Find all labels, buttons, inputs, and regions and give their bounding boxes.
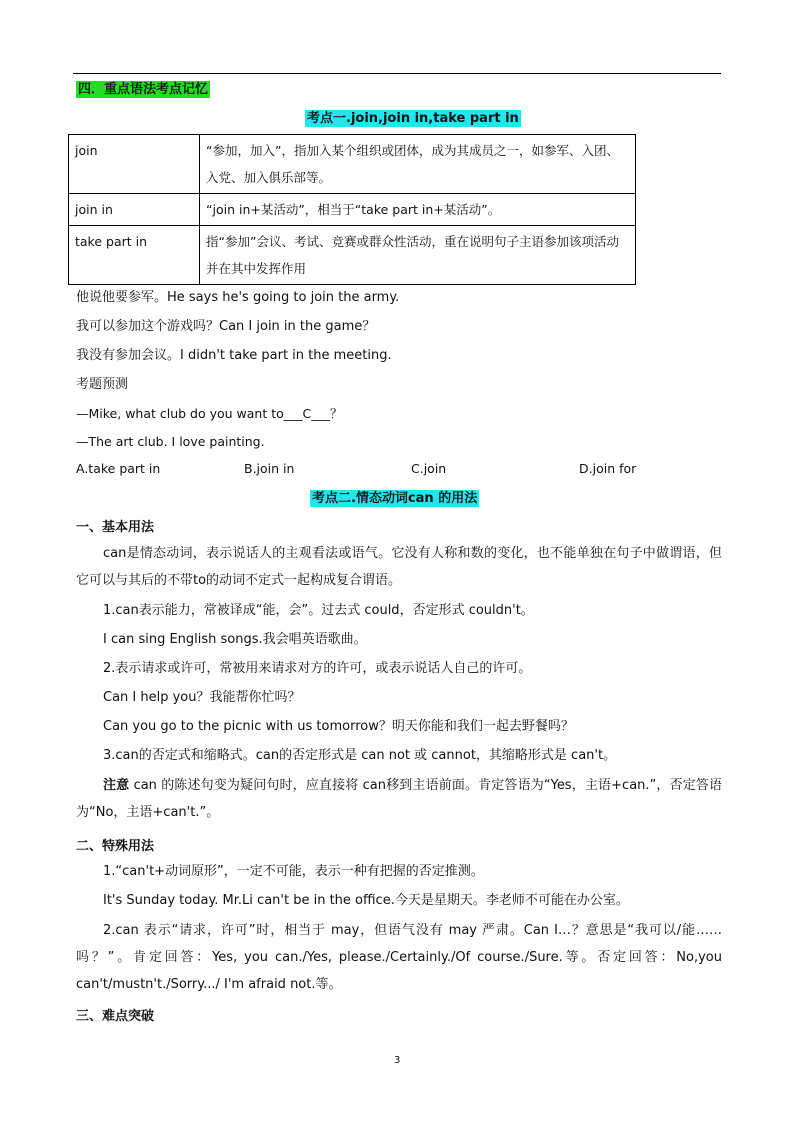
special-2-paragraph: 2.can 表示“请求，许可”时，相当于 may，但语气没有 may 严肃。Can I…？意思是“我可以/能……吗？”。肯定回答：Yes, you can./Yes, please./Certainly./Of course./Sure.等。否定回答：No,you can't/mustn't./Sorry.../ I'm afraid not.等。 xyxy=(76,923,722,992)
note-label: 注意 xyxy=(103,778,130,793)
option-d: D.join for xyxy=(579,461,637,476)
note-text: can 的陈述句变为疑问句时，应直接将 can移到主语前面。肯定答语为“Yes，主语+can.”，否定答语为“No，主语+can't.”。 xyxy=(76,778,722,820)
heading-basic-usage: 一、基本用法 xyxy=(76,520,155,535)
point2-title xyxy=(310,487,479,506)
point2-title-prefix: 考点二.情态动词 xyxy=(312,491,408,506)
table-desc: “join in+某活动”，相当于“take part in+某活动”。 xyxy=(200,194,636,226)
section-title-text: 四．重点语法考点记忆 xyxy=(78,82,209,97)
point1-title-text: 考点一.join,join in,take part in xyxy=(307,111,519,126)
quiz-answer: —The art club. I love painting. xyxy=(76,434,265,449)
special-1-example: It's Sunday today. Mr.Li can't be in the office.今天是星期天。李老师不可能在办公室。 xyxy=(103,893,629,908)
point2-title-text xyxy=(310,490,479,507)
quiz-label: 考题预测 xyxy=(76,377,129,392)
point2-title-suffix: 的用法 xyxy=(438,491,478,506)
intro-paragraph: can是情态动词，表示说话人的主观看法或语气。它没有人称和数的变化，也不能单独在句子中做谓语，但它可以与其后的不带to的动词不定式一起构成复合谓语。 xyxy=(76,546,722,588)
table-row xyxy=(69,194,636,226)
usage-1: 1.can表示能力，常被译成“能，会”。过去式 could，否定形式 couldn't。 xyxy=(103,603,534,618)
option-a: A.take part in xyxy=(76,461,161,476)
example-2: 我可以参加这个游戏吗？Can I join in the game？ xyxy=(76,319,376,334)
header-rule xyxy=(73,73,721,74)
heading-difficulties: 三、难点突破 xyxy=(76,1009,155,1024)
table-row xyxy=(69,135,636,194)
usage-1-example: I can sing English songs.我会唱英语歌曲。 xyxy=(103,632,367,647)
point1-title xyxy=(305,107,521,126)
point2-title-word: can xyxy=(407,491,434,506)
quiz-question: —Mike, what club do you want to___C___？ xyxy=(76,406,343,421)
heading-special-usage: 二、特殊用法 xyxy=(76,839,155,854)
table-row xyxy=(69,226,636,285)
option-b: B.join in xyxy=(244,461,295,476)
option-c: C.join xyxy=(411,461,447,476)
usage-2-example-2: Can you go to the picnic with us tomorrow？明天你能和我们一起去野餐吗？ xyxy=(103,719,574,734)
example-1: 他说他要参军。He says he's going to join the army. xyxy=(76,290,400,305)
comparison-table xyxy=(68,134,636,285)
table-term: join xyxy=(69,135,200,194)
section-title xyxy=(76,78,210,97)
usage-2-example-1: Can I help you？我能帮你忙吗？ xyxy=(103,690,301,705)
usage-3: 3.can的否定式和缩略式。can的否定形式是 can not 或 cannot，其缩略形式是 can't。 xyxy=(103,748,617,763)
usage-2: 2.表示请求或许可，常被用来请求对方的许可，或表示说话人自己的许可。 xyxy=(103,661,532,676)
table-term: join in xyxy=(69,194,200,226)
page-number: 3 xyxy=(394,1055,401,1066)
table-term: take part in xyxy=(69,226,200,285)
example-3: 我没有参加会议。I didn't take part in the meeting. xyxy=(76,348,392,363)
table-desc: “参加，加入”，指加入某个组织或团体，成为其成员之一，如参军、入团、入党、加入俱乐部等。 xyxy=(200,135,636,194)
table-desc: 指“参加”会议、考试、竞赛或群众性活动，重在说明句子主语参加该项活动并在其中发挥作用 xyxy=(200,226,636,285)
note-paragraph xyxy=(76,772,722,826)
special-1: 1.“can't+动词原形”，一定不可能，表示一种有把握的否定推测。 xyxy=(103,864,484,879)
